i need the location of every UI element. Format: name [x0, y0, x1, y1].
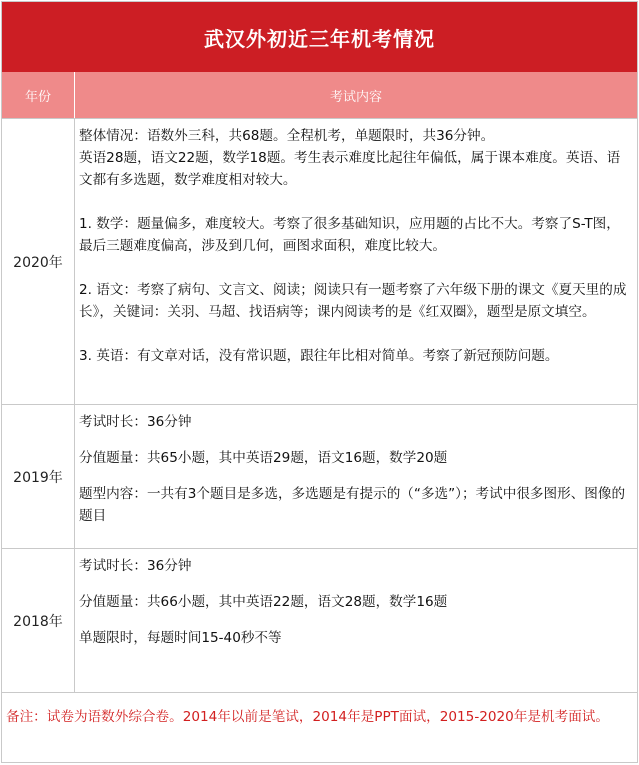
table-row-2020: [2, 118, 637, 405]
footnote: 备注：试卷为语数外综合卷。2014年以前是笔试，2014年是PPT面试，2015-2020年是机考面试。: [2, 692, 637, 764]
exam-table: [1, 1, 638, 763]
year-cell: 2019年: [2, 405, 75, 549]
content-cell: [75, 549, 637, 693]
content-line: 分值题量：共65小题，其中英语29题，语文16题，数学20题: [79, 450, 448, 466]
content-line: 单题限时，每题时间15-40秒不等: [79, 630, 282, 646]
table-header-row: [2, 72, 637, 118]
content-line: 1. 数学：题量偏多，难度较大。考察了很多基础知识，应用题的占比不大。考察了S-T图，最后三题难度偏高，涉及到几何，画图求面积，难度比较大。: [79, 216, 620, 254]
content-cell: [75, 405, 637, 549]
content-line: 考试时长：36分钟: [79, 414, 192, 430]
content-line: 分值题量：共66小题，其中英语22题，语文28题，数学16题: [79, 594, 448, 610]
header-content: 考试内容: [329, 89, 382, 105]
content-line: 2. 语文：考察了病句、文言文、阅读；阅读只有一题考察了六年级下册的课文《夏天里的成长》，关键词：关羽、马超、找语病等；课内阅读考的是《红双圈》，题型是原文填空。: [79, 282, 627, 320]
year-cell: 2020年: [2, 119, 75, 405]
table-title: 武汉外初近三年机考情况: [2, 2, 637, 72]
content-line: 考试时长：36分钟: [79, 558, 192, 574]
content-line: 3. 英语：有文章对话，没有常识题，跟往年比相对简单。考察了新冠预防问题。: [79, 348, 559, 364]
content-line: 题型内容：一共有3个题目是多选，多选题是有提示的（“多选”）；考试中很多图形、图像的题目: [79, 486, 626, 524]
year-cell: 2018年: [2, 549, 75, 693]
content-cell: [75, 119, 637, 405]
content-line: 整体情况：语数外三科，共68题。全程机考，单题限时，共36分钟。: [79, 128, 495, 144]
content-line: 英语28题，语文22题，数学18题。考生表示难度比起往年偏低，属于课本难度。英语、语文都有多选题，数学难度相对较大。: [79, 150, 621, 188]
table-row-2019: [2, 404, 637, 549]
header-year: 年份: [2, 72, 75, 118]
table-row-2018: [2, 548, 637, 693]
